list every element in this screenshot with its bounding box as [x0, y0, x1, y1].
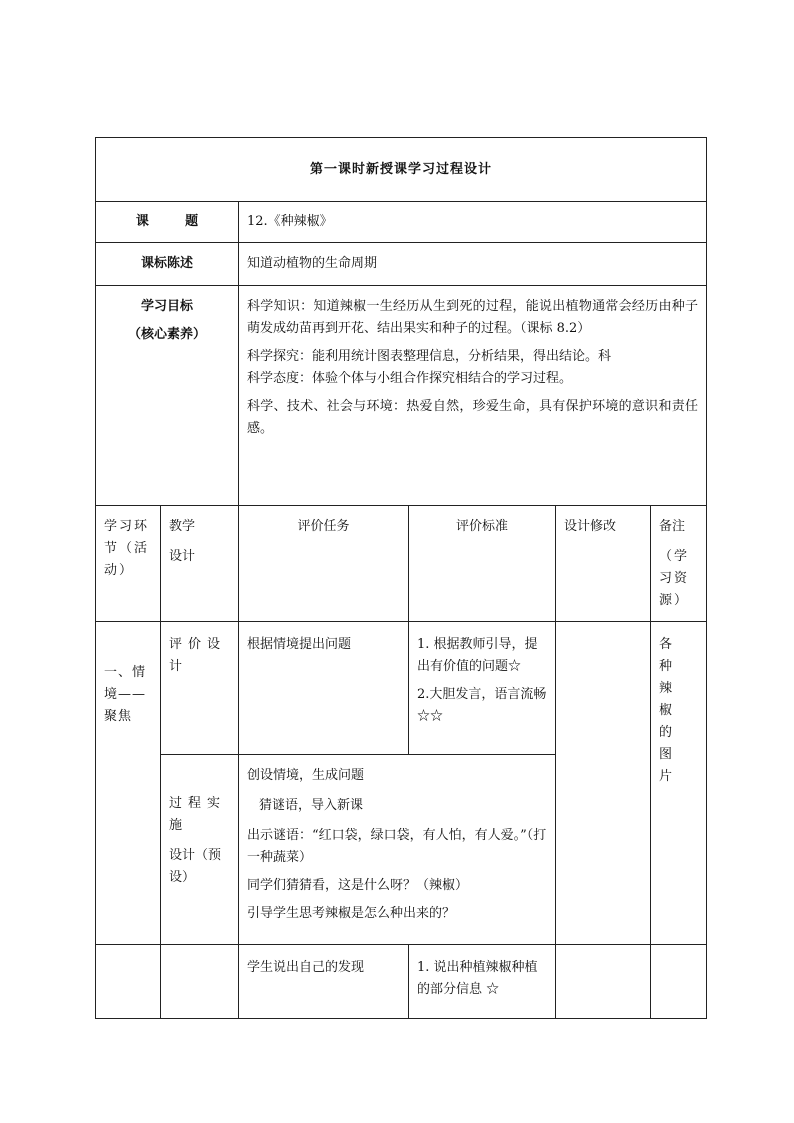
standard-label: 课标陈述 [96, 243, 239, 286]
goal-sts: 科学、技术、社会与环境：热爱自然，珍爱生命，具有保护环境的意识和责任感。 [247, 399, 699, 436]
section2-design [161, 945, 239, 1019]
section1-process [239, 755, 556, 945]
process-label-line1: 过程实施 [169, 796, 227, 833]
section2-task: 学生说出自己的发现 [239, 945, 409, 1019]
section1-criteria-1: 1. 根据教师引导，提出有价值的问题☆ [417, 637, 538, 674]
process-line-4: 同学们猜猜看，这是什么呀？（辣椒） [247, 878, 469, 893]
section1-process-label [161, 755, 239, 945]
header-stage: 学习环节（活动） [96, 506, 161, 622]
header-task: 评价任务 [239, 506, 409, 622]
topic-label: 课 题 [96, 202, 239, 243]
goal-attitude: 科学态度：体验个体与小组合作探究相结合的学习过程。 [247, 371, 573, 386]
goals-label-line1: 学习目标 [140, 299, 193, 314]
goals-content [239, 286, 707, 506]
process-line-3: 出示谜语：“红口袋，绿口袋，有人怕，有人爱。”（打一种蔬菜） [247, 828, 547, 865]
goal-inquiry: 科学探究：能利用统计图表整理信息，分析结果，得出结论。科 [247, 349, 612, 364]
header-design [161, 506, 239, 622]
header-revise: 设计修改 [556, 506, 651, 622]
section2-criteria: 1. 说出种植辣椒种植的部分信息 ☆ [409, 945, 556, 1019]
goal-knowledge: 科学知识：知道辣椒一生经历从生到死的过程，能说出植物通常会经历由种子萌发成幼苗再到开花、结出果实和种子的过程。（课标 8.2） [247, 299, 699, 336]
table-title: 第一课时新授课学习过程设计 [96, 138, 707, 202]
process-line-1: 创设情境，生成问题 [247, 768, 365, 783]
section1-eval-design: 评价设计 [161, 622, 239, 755]
header-design-line2: 设计 [169, 549, 196, 564]
lesson-design-table [95, 137, 707, 1019]
section2-revise [556, 945, 651, 1019]
topic-value: 12.《种辣椒》 [239, 202, 707, 243]
section2-remark [651, 945, 707, 1019]
section1-criteria [409, 622, 556, 755]
section1-criteria-2: 2.大胆发言，语言流畅☆☆ [417, 687, 547, 724]
header-criteria: 评价标准 [409, 506, 556, 622]
header-remark-line2: （学习资源） [659, 549, 690, 608]
process-line-2: 猜谜语，导入新课 [259, 798, 364, 813]
section2-stage [96, 945, 161, 1019]
section1-remark: 各种辣椒的图片 [651, 622, 707, 945]
header-remark-line1: 备注 [659, 519, 686, 534]
header-design-line1: 教学 [169, 519, 196, 534]
process-label-line2: 设计（预设） [169, 848, 222, 885]
section1-revise [556, 622, 651, 945]
process-line-5: 引导学生思考辣椒是怎么种出来的？ [247, 906, 456, 921]
goals-label-line2: （核心素养） [127, 327, 206, 342]
section1-stage: 一、情境——聚焦 [96, 622, 161, 945]
section1-task: 根据情境提出问题 [239, 622, 409, 755]
goals-label [96, 286, 239, 506]
header-remark [651, 506, 707, 622]
standard-value: 知道动植物的生命周期 [239, 243, 707, 286]
